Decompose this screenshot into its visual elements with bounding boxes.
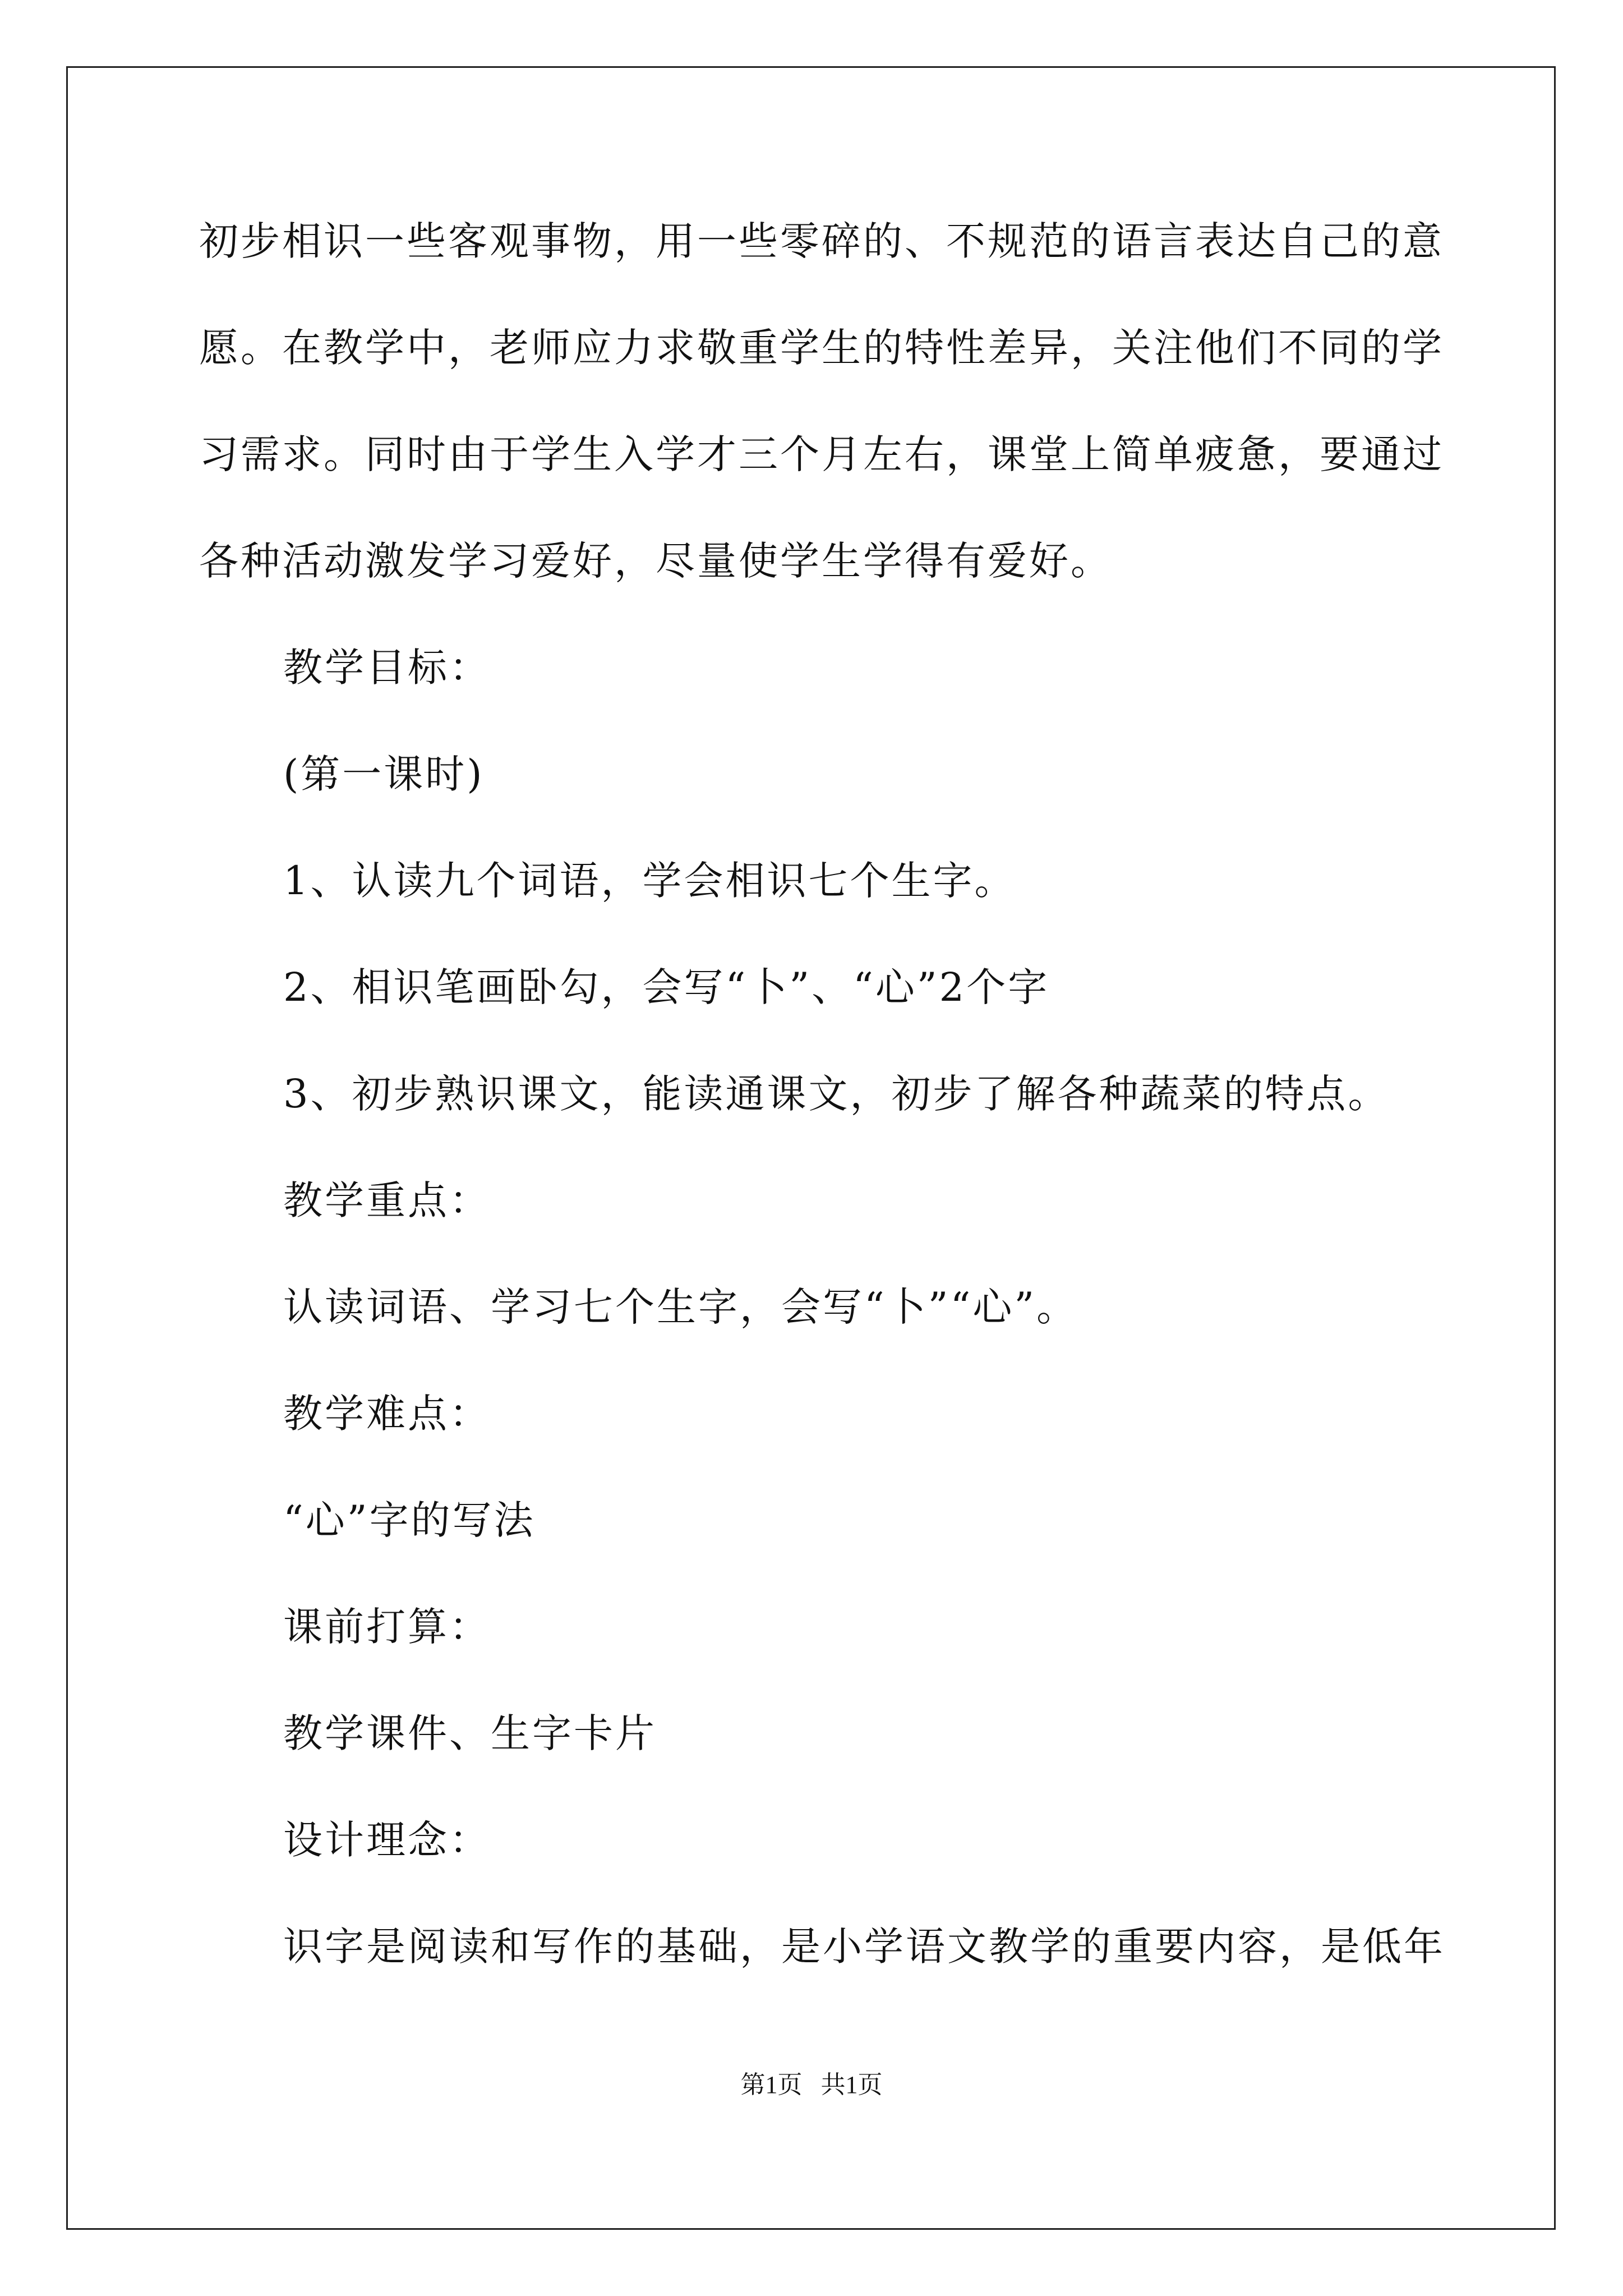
heading-design-concept: 设计理念： (283, 1817, 491, 1863)
difficulties-text: “心”字的写法 (283, 1497, 536, 1543)
page-footer: 第1页 共1页 (740, 2071, 883, 2099)
heading-difficulties: 教学难点： (283, 1391, 491, 1437)
lesson-period: (第一课时) (283, 751, 485, 797)
body-line-2: 愿。在教学中，老师应力求敬重学生的特性差异，关注他们不同的学 (199, 325, 1444, 371)
preparation-text: 教学课件、生字卡片 (283, 1710, 657, 1756)
heading-teaching-goals: 教学目标： (283, 645, 491, 691)
design-concept-text: 识字是阅读和写作的基础，是小学语文教学的重要内容，是低年 (283, 1924, 1445, 1970)
page-border (66, 66, 1556, 2230)
heading-key-points: 教学重点： (283, 1177, 491, 1223)
heading-preparation: 课前打算： (283, 1604, 491, 1650)
goal-item-3: 3、初步熟识课文，能读通课文，初步了解各种蔬菜的特点。 (283, 1071, 1390, 1117)
goal-item-1: 1、认读九个词语，学会相识七个生字。 (283, 858, 1016, 904)
body-line-4: 各种活动激发学习爱好，尽量使学生学得有爱好。 (199, 538, 1112, 584)
goal-item-2: 2、相识笔画卧勾，会写“卜”、“心”2个字 (283, 964, 1050, 1010)
body-line-3: 习需求。同时由于学生入学才三个月左右，课堂上简单疲惫，要通过 (199, 431, 1444, 477)
key-points-text: 认读词语、学习七个生字，会写“卜”“心”。 (283, 1284, 1078, 1330)
body-line-1: 初步相识一些客观事物，用一些零碎的、不规范的语言表达自己的意 (199, 218, 1444, 264)
